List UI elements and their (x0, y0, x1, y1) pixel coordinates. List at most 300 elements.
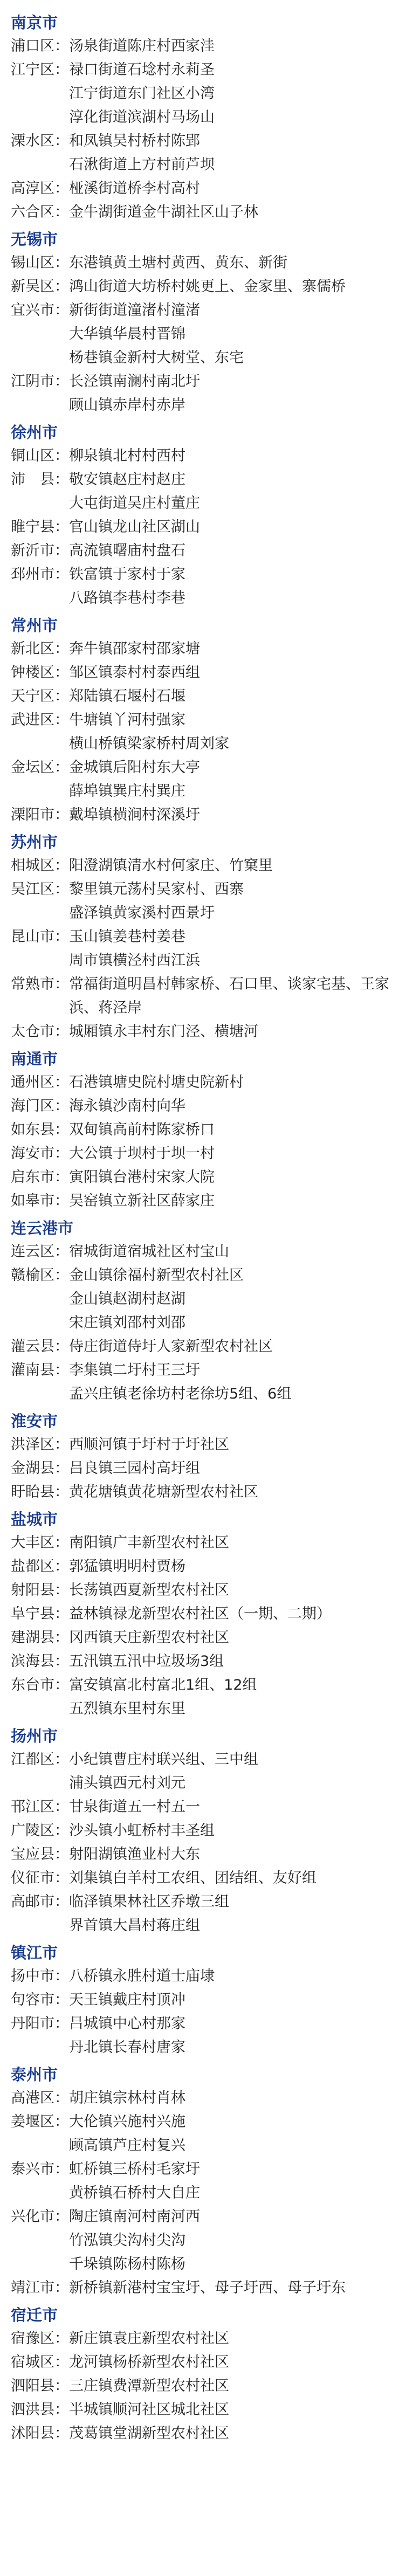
village-line: 郭猛镇明明村贾杨 (69, 1558, 185, 1575)
district-entry (11, 1166, 388, 1189)
district-label: 阜宁县： (11, 1606, 69, 1622)
village-list (69, 2276, 388, 2300)
village-list (69, 878, 388, 925)
village-line: 三庄镇费潭新型农村社区 (69, 2378, 229, 2394)
city-section (11, 830, 388, 1044)
village-list (69, 685, 388, 708)
village-line: 吴窑镇立新社区薛家庄 (69, 1193, 215, 1209)
district-label: 邳州市： (11, 566, 69, 583)
district-entry (11, 1673, 388, 1721)
district-label: 宝应县： (11, 1846, 69, 1863)
village-list (69, 1650, 388, 1673)
district-label: 通州区： (11, 1074, 69, 1091)
district-label: 洪泽区： (11, 1436, 69, 1453)
district-entry (11, 468, 388, 515)
district-entry (11, 661, 388, 685)
district-entry (11, 1579, 388, 1602)
village-line: 李集镇二圩村王三圩 (69, 1362, 200, 1379)
city-heading: 无锡市 (11, 230, 58, 249)
village-line: 玉山镇姜巷村姜巷 (69, 928, 185, 945)
village-list (69, 1795, 388, 1819)
district-label: 丹阳市： (11, 2015, 69, 2032)
village-line: 敬安镇赵庄村赵庄 (69, 471, 185, 488)
village-line: 临泽镇果林社区乔墩三组 (69, 1893, 229, 1910)
district-label: 泰兴市： (11, 2161, 69, 2178)
village-line: 浜、蒋泾岸 (69, 1000, 142, 1016)
village-line: 虹桥镇三桥村毛家圩 (69, 2161, 200, 2178)
district-label: 高淳区： (11, 180, 69, 197)
village-line: 大伦镇兴施村兴施 (69, 2113, 185, 2130)
district-entry (11, 1071, 388, 1094)
district-entry (11, 2327, 388, 2351)
village-list (69, 2086, 388, 2110)
district-label: 新北区： (11, 640, 69, 657)
district-label: 如东县： (11, 1121, 69, 1138)
district-entry (11, 58, 388, 129)
village-line: 寅阳镇台港村宋家大院 (69, 1169, 215, 1186)
village-list (69, 468, 388, 515)
village-line: 胡庄镇宗林村肖林 (69, 2090, 185, 2106)
village-list (69, 1988, 388, 2012)
village-line: 奔牛镇邵家村邵家塘 (69, 640, 200, 657)
village-list (69, 129, 388, 177)
district-entry (11, 1988, 388, 2012)
district-label: 睢宁县： (11, 519, 69, 535)
village-line: 海永镇沙南村向华 (69, 1098, 185, 1114)
district-label: 盱眙县： (11, 1484, 69, 1500)
village-list (69, 2327, 388, 2351)
district-label: 姜堰区： (11, 2113, 69, 2130)
village-list (69, 1531, 388, 1555)
city-heading: 南京市 (11, 13, 58, 32)
village-line: 五烈镇东里村东里 (69, 1700, 185, 1717)
district-entry (11, 1531, 388, 1555)
district-label: 宿豫区： (11, 2330, 69, 2347)
district-entry (11, 2398, 388, 2422)
village-list (69, 2374, 388, 2398)
district-label: 天宁区： (11, 688, 69, 705)
village-line: 沙头镇小虹桥村丰圣组 (69, 1822, 215, 1839)
village-line: 横山桥镇梁家桥村周刘家 (69, 735, 229, 752)
city-heading: 南通市 (11, 1050, 58, 1068)
district-label: 新沂市： (11, 542, 69, 559)
district-label: 建湖县： (11, 1629, 69, 1646)
city-heading: 连云港市 (11, 1219, 74, 1237)
village-line: 长泾镇南澜村南北圩 (69, 373, 200, 390)
city-section (11, 1409, 388, 1504)
district-label: 泗阳县： (11, 2378, 69, 2394)
city-section (11, 1941, 388, 2060)
district-label: 海门区： (11, 1098, 69, 1114)
village-line: 金山镇徐福村新型农村社区 (69, 1267, 244, 1284)
city-section (11, 421, 388, 610)
village-list (69, 2422, 388, 2446)
district-label: 常熟市： (11, 976, 69, 993)
village-line: 界首镇大昌村蒋庄组 (69, 1917, 200, 1934)
village-list (69, 1890, 388, 1938)
village-line: 牛塘镇丫河村强家 (69, 712, 185, 728)
district-entry (11, 275, 388, 299)
village-line: 双甸镇高前村陈家桥口 (69, 1121, 215, 1138)
district-label: 靖江市： (11, 2279, 69, 2296)
district-entry (11, 1843, 388, 1866)
village-line: 陶庄镇南河村南河西 (69, 2208, 200, 2225)
district-label: 泗洪县： (11, 2401, 69, 2418)
district-entry (11, 2351, 388, 2374)
village-line: 东港镇黄土塘村黄西、黄东、新街 (69, 254, 287, 271)
city-heading: 盐城市 (11, 1510, 58, 1528)
district-label: 江阴市： (11, 373, 69, 390)
village-list (69, 1142, 388, 1166)
city-heading: 徐州市 (11, 423, 58, 442)
city-heading: 常州市 (11, 616, 58, 635)
village-list (69, 803, 388, 827)
village-line: 小纪镇曹庄村联兴组、三中组 (69, 1751, 258, 1768)
district-label: 高邮市： (11, 1893, 69, 1910)
district-label: 铜山区： (11, 447, 69, 464)
district-entry (11, 444, 388, 468)
district-entry (11, 201, 388, 224)
village-line: 周市镇横泾村西江浜 (69, 952, 200, 969)
village-list (69, 1748, 388, 1795)
village-list (69, 1335, 388, 1359)
village-line: 益林镇禄龙新型农村社区（一期、二期） (69, 1606, 331, 1622)
village-line: 黄花塘镇黄花塘新型农村社区 (69, 1484, 258, 1500)
district-label: 兴化市： (11, 2208, 69, 2225)
district-entry (11, 1240, 388, 1264)
district-entry (11, 299, 388, 370)
village-line: 孟兴庄镇老徐坊村老徐坊5组、6组 (69, 1386, 292, 1402)
village-line: 宋庄镇刘邵村刘邵 (69, 1314, 185, 1331)
village-line: 西顺河镇于圩村于圩社区 (69, 1436, 229, 1453)
village-list (69, 1189, 388, 1213)
district-entry (11, 756, 388, 803)
district-entry (11, 1189, 388, 1213)
village-line: 金牛湖街道金牛湖社区山子林 (69, 204, 258, 221)
district-entry (11, 1359, 388, 1406)
village-line: 高流镇曙庙村盘石 (69, 542, 185, 559)
district-entry (11, 1602, 388, 1626)
district-label: 广陵区： (11, 1822, 69, 1839)
district-label: 连云区： (11, 1243, 69, 1260)
village-line: 丹北镇长春村唐家 (69, 2039, 185, 2056)
district-label: 吴江区： (11, 881, 69, 898)
village-line: 常福街道明昌村韩家桥、石口里、谈家宅基、王家 (69, 976, 389, 993)
district-entry (11, 2110, 388, 2158)
district-entry (11, 1020, 388, 1044)
district-entry (11, 708, 388, 756)
district-label: 太仓市： (11, 1023, 69, 1040)
district-entry (11, 1433, 388, 1457)
district-entry (11, 854, 388, 878)
district-label: 启东市： (11, 1169, 69, 1186)
village-line: 宿城街道宿城社区村宝山 (69, 1243, 229, 1260)
district-entry (11, 129, 388, 177)
city-heading: 宿迁市 (11, 2306, 58, 2324)
district-entry (11, 1094, 388, 1118)
village-line: 戴埠镇横涧村深溪圩 (69, 807, 200, 823)
village-line: 长荡镇西夏新型农村社区 (69, 1582, 229, 1599)
city-heading: 扬州市 (11, 1727, 58, 1745)
village-line: 天王镇戴庄村顶冲 (69, 1992, 185, 2008)
village-line: 大屯街道吴庄村董庄 (69, 495, 200, 512)
district-label: 仪征市： (11, 1870, 69, 1886)
village-line: 半城镇顺河社区城北社区 (69, 2401, 229, 2418)
village-list (69, 661, 388, 685)
city-section (11, 2303, 388, 2446)
district-label: 赣榆区： (11, 1267, 69, 1284)
village-list (69, 1094, 388, 1118)
village-line: 射阳湖镇渔业村大东 (69, 1846, 200, 1863)
city-heading: 淮安市 (11, 1412, 58, 1430)
district-entry (11, 370, 388, 417)
village-line: 新庄镇袁庄新型农村社区 (69, 2330, 229, 2347)
village-line: 甘泉街道五一村五一 (69, 1799, 200, 1815)
village-line: 新桥镇新港村宝宝圩、母子圩西、母子圩东 (69, 2279, 346, 2296)
village-line: 城厢镇永丰村东门泾、横塘河 (69, 1023, 258, 1040)
district-label: 灌云县： (11, 1338, 69, 1355)
district-entry (11, 1118, 388, 1142)
village-line: 五汛镇五汛中垃圾场3组 (69, 1653, 224, 1670)
village-line: 富安镇富北村富北1组、12组 (69, 1677, 257, 1693)
district-label: 溧阳市： (11, 807, 69, 823)
village-list (69, 1071, 388, 1094)
district-label: 江宁区： (11, 61, 69, 78)
district-entry (11, 685, 388, 708)
village-line: 桠溪街道桥李村高村 (69, 180, 200, 197)
village-list (69, 1555, 388, 1579)
village-line: 刘集镇白羊村工农组、团结组、友好组 (69, 1870, 317, 1886)
village-list (69, 1626, 388, 1650)
district-entry (11, 2276, 388, 2300)
village-line: 杨巷镇金新村大树堂、东宅 (69, 349, 244, 366)
village-list (69, 2398, 388, 2422)
village-list (69, 925, 388, 973)
village-line: 金城镇后阳村东大亭 (69, 759, 200, 776)
village-line: 铁富镇于家村于家 (69, 566, 185, 583)
village-list (69, 1843, 388, 1866)
village-line: 禄口街道石埝村永莉圣 (69, 61, 215, 78)
district-label: 高港区： (11, 2090, 69, 2106)
district-entry (11, 1555, 388, 1579)
village-line: 黄桥镇石桥村大自庄 (69, 2185, 200, 2201)
village-line: 八路镇李巷村李巷 (69, 590, 185, 607)
city-section (11, 1047, 388, 1213)
village-line: 南阳镇广丰新型农村社区 (69, 1534, 229, 1551)
district-label: 邗江区： (11, 1799, 69, 1815)
village-list (69, 275, 388, 299)
city-section (11, 1216, 388, 1406)
district-entry (11, 2158, 388, 2205)
district-label: 扬中市： (11, 1968, 69, 1985)
city-heading: 泰州市 (11, 2065, 58, 2084)
district-label: 溧水区： (11, 133, 69, 149)
village-list (69, 2205, 388, 2276)
city-section (11, 228, 388, 417)
district-label: 钟楼区： (11, 664, 69, 681)
district-entry (11, 251, 388, 275)
village-list (69, 444, 388, 468)
village-line: 汤泉街道陈庄村西家洼 (69, 38, 215, 54)
city-section (11, 11, 388, 224)
district-entry (11, 2086, 388, 2110)
district-label: 宿城区： (11, 2354, 69, 2371)
village-list (69, 1579, 388, 1602)
village-line: 大公镇于坝村于坝一村 (69, 1145, 215, 1162)
village-list (69, 1866, 388, 1890)
village-list (69, 563, 388, 610)
district-entry (11, 803, 388, 827)
district-label: 武进区： (11, 712, 69, 728)
district-entry (11, 1795, 388, 1819)
village-line: 茂葛镇堂湖新型农村社区 (69, 2425, 229, 2442)
city-section (11, 1507, 388, 1721)
district-entry (11, 637, 388, 661)
city-heading: 镇江市 (11, 1944, 58, 1962)
village-list (69, 201, 388, 224)
district-entry (11, 35, 388, 58)
village-line: 江宁街道东门社区小湾 (69, 85, 215, 102)
village-list (69, 708, 388, 756)
district-entry (11, 2205, 388, 2276)
district-label: 江都区： (11, 1751, 69, 1768)
village-list (69, 1433, 388, 1457)
district-entry (11, 1457, 388, 1480)
village-line: 淳化街道滨湖村马场山 (69, 109, 215, 126)
district-entry (11, 1142, 388, 1166)
village-list (69, 1020, 388, 1044)
city-section (11, 2063, 388, 2300)
district-label: 大丰区： (11, 1534, 69, 1551)
city-heading: 苏州市 (11, 833, 58, 851)
district-entry (11, 177, 388, 201)
district-entry (11, 1650, 388, 1673)
district-entry (11, 2374, 388, 2398)
village-list (69, 854, 388, 878)
village-line: 大华镇华晨村晋锦 (69, 326, 185, 342)
village-line: 侍庄街道侍圩人家新型农村社区 (69, 1338, 273, 1355)
village-list (69, 1480, 388, 1504)
district-entry (11, 1965, 388, 1988)
village-list (69, 539, 388, 563)
district-label: 六合区： (11, 204, 69, 221)
district-entry (11, 1748, 388, 1795)
district-label: 灌南县： (11, 1362, 69, 1379)
city-section (11, 614, 388, 827)
village-list (69, 1819, 388, 1843)
village-list (69, 251, 388, 275)
village-list (69, 637, 388, 661)
village-line: 金山镇赵湖村赵湖 (69, 1291, 185, 1307)
village-line: 黎里镇元荡村吴家村、西寨 (69, 881, 244, 898)
district-label: 如皋市： (11, 1193, 69, 1209)
village-line: 冈西镇天庄新型农村社区 (69, 1629, 229, 1646)
district-entry (11, 539, 388, 563)
village-line: 薛埠镇巽庄村巽庄 (69, 783, 185, 800)
village-list (69, 1457, 388, 1480)
district-entry (11, 2422, 388, 2446)
village-list (69, 58, 388, 129)
district-label: 东台市： (11, 1677, 69, 1693)
village-line: 石湫街道上方村前芦坝 (69, 156, 215, 173)
village-line: 八桥镇永胜村道士庙埭 (69, 1968, 215, 1985)
village-list (69, 2351, 388, 2374)
district-label: 锡山区： (11, 254, 69, 271)
village-line: 邹区镇泰村村泰西组 (69, 664, 200, 681)
village-list (69, 370, 388, 417)
district-label: 沭阳县： (11, 2425, 69, 2442)
district-entry (11, 1626, 388, 1650)
district-entry (11, 2012, 388, 2060)
district-entry (11, 1890, 388, 1938)
district-label: 浦口区： (11, 38, 69, 54)
district-entry (11, 515, 388, 539)
district-label: 昆山市： (11, 928, 69, 945)
village-line: 吕城镇中心村那家 (69, 2015, 185, 2032)
village-line: 龙河镇杨桥新型农村社区 (69, 2354, 229, 2371)
district-entry (11, 563, 388, 610)
village-list (69, 1166, 388, 1189)
district-label: 射阳县： (11, 1582, 69, 1599)
village-line: 顾高镇芦庄村复兴 (69, 2137, 185, 2154)
village-line: 石港镇塘史院村塘史院新村 (69, 1074, 244, 1091)
village-list (69, 2158, 388, 2205)
district-label: 句容市： (11, 1992, 69, 2008)
village-list (69, 177, 388, 201)
village-line: 千垛镇陈杨村陈杨 (69, 2256, 185, 2272)
village-list (69, 1359, 388, 1406)
district-label: 金坛区： (11, 759, 69, 776)
district-label: 海安市： (11, 1145, 69, 1162)
district-entry (11, 925, 388, 973)
village-line: 新街街道潼渚村潼渚 (69, 302, 200, 319)
district-entry (11, 1335, 388, 1359)
village-line: 竹泓镇尖沟村尖沟 (69, 2232, 185, 2249)
village-line: 郑陆镇石堰村石堰 (69, 688, 185, 705)
village-line: 官山镇龙山社区湖山 (69, 519, 200, 535)
village-list (69, 299, 388, 370)
district-entry (11, 1264, 388, 1335)
village-list (69, 1673, 388, 1721)
district-entry (11, 1866, 388, 1890)
village-line: 鸿山街道大坊桥村姚更上、金家里、寨儒桥 (69, 278, 346, 295)
village-line: 吕良镇三园村高圩组 (69, 1460, 200, 1477)
village-list (69, 2012, 388, 2060)
village-list (69, 973, 389, 1020)
city-section (11, 1724, 388, 1938)
district-entry (11, 878, 388, 925)
district-entry (11, 1819, 388, 1843)
village-list (69, 515, 388, 539)
village-list (69, 2110, 388, 2158)
village-list (69, 1965, 388, 1988)
village-line: 和凤镇吴村桥村陈郢 (69, 133, 200, 149)
district-label: 宜兴市： (11, 302, 69, 319)
village-list (69, 1264, 388, 1335)
district-label: 相城区： (11, 857, 69, 874)
district-label: 金湖县： (11, 1460, 69, 1477)
village-line: 顾山镇赤岸村赤岸 (69, 397, 185, 414)
village-line: 柳泉镇北村村西村 (69, 447, 185, 464)
district-label: 沛 县： (11, 471, 69, 488)
village-list (69, 35, 388, 58)
village-line: 盛泽镇黄家溪村西景圩 (69, 905, 215, 921)
district-label: 滨海县： (11, 1653, 69, 1670)
district-label: 新吴区： (11, 278, 69, 295)
district-entry (11, 1480, 388, 1504)
district-label: 盐都区： (11, 1558, 69, 1575)
village-line: 浦头镇西元村刘元 (69, 1775, 185, 1792)
